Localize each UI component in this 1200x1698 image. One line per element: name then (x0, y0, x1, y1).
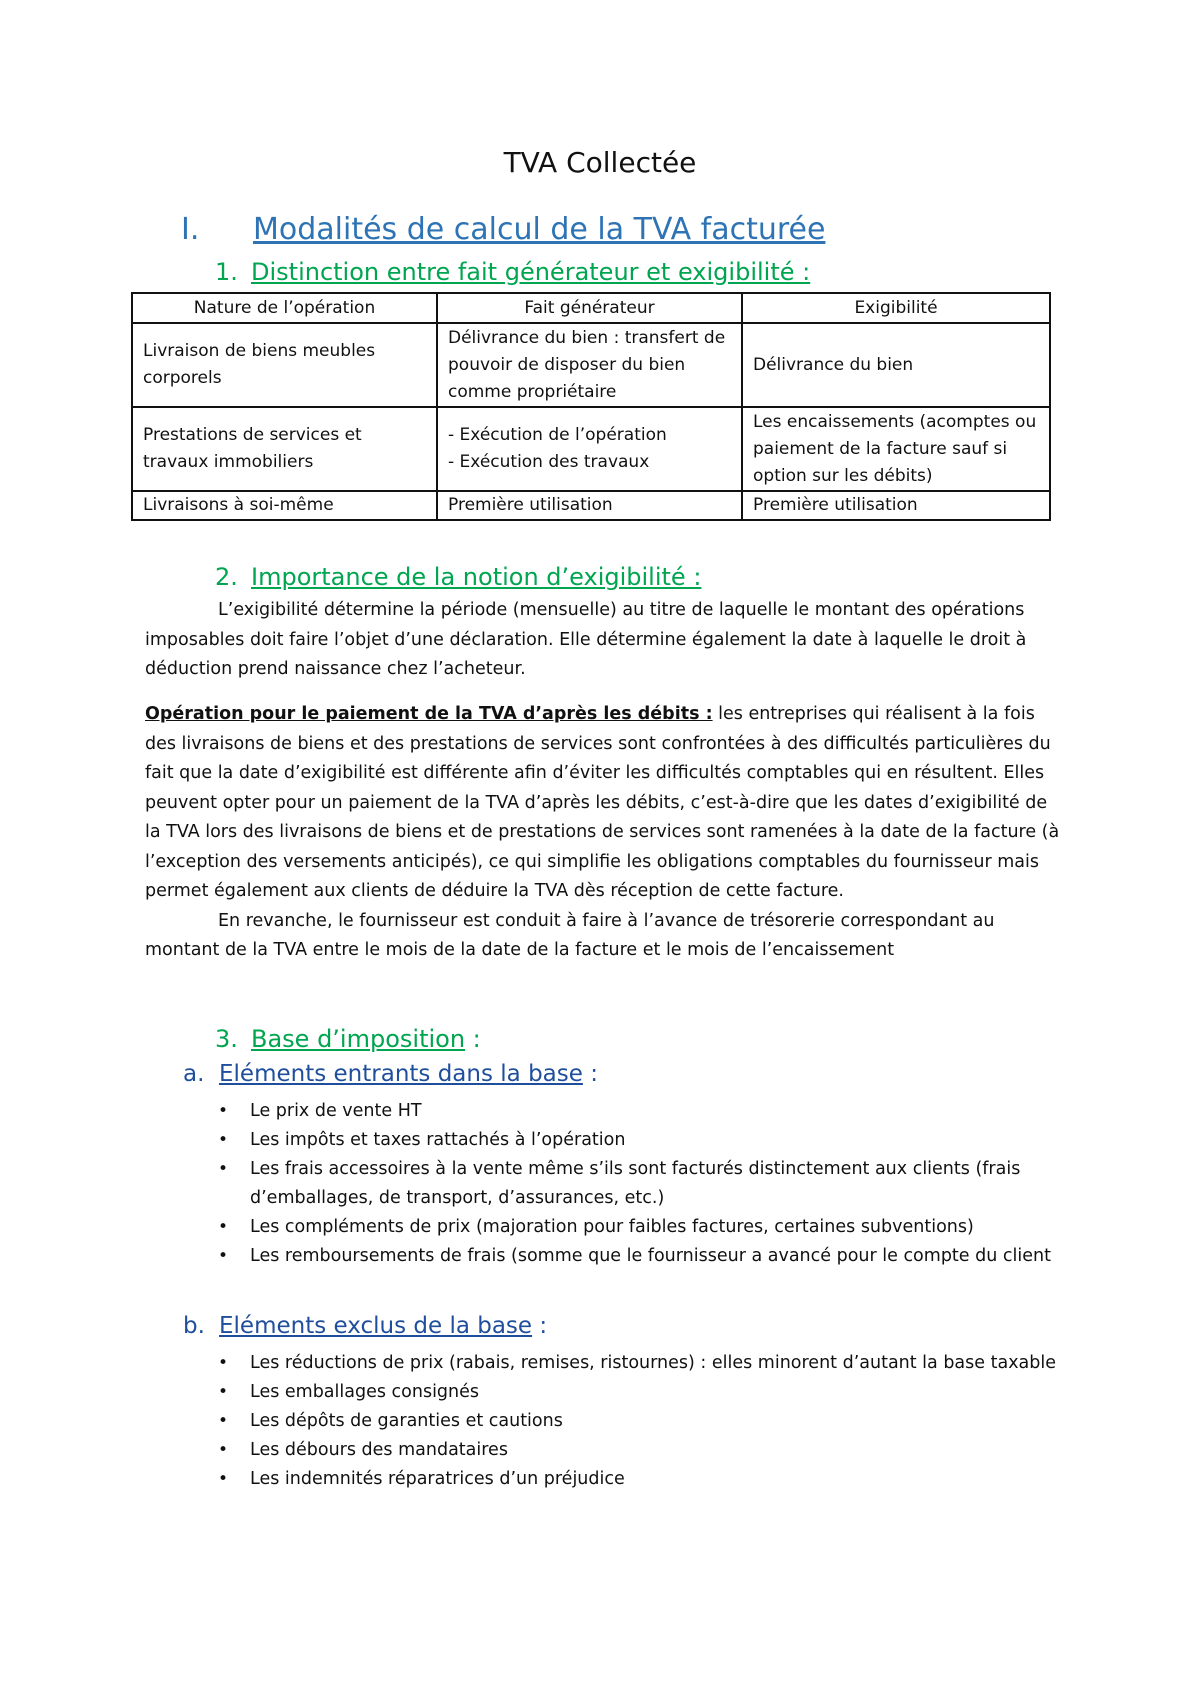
subsection-heading-1 (215, 258, 810, 286)
table-cell: - Exécution de l’opération - Exécution des travaux (437, 407, 742, 491)
option-label: Opération pour le paiement de la TVA d’après les débits : (145, 704, 713, 724)
list-item: • Les indemnités réparatrices d’un préjudice (218, 1465, 1058, 1494)
table-cell: Délivrance du bien : transfert de pouvoir de disposer du bien comme propriétaire (437, 323, 742, 407)
subsection-title: Importance de la notion d’exigibilité : (251, 563, 702, 591)
subsection-number: 1. (215, 258, 238, 286)
sub-subsection-heading-a (183, 1061, 598, 1087)
exigibilite-paragraph (145, 596, 1063, 685)
sub-subsection-letter: b. (183, 1313, 205, 1339)
list-item: • Les emballages consignés (218, 1378, 1058, 1407)
subsection-heading-2 (215, 563, 701, 591)
list-item: • Le prix de vente HT (218, 1097, 1058, 1126)
revanche-text: En revanche, le fournisseur est conduit à faire à l’avance de trésorerie correspondant au montant de la TVA entre le mois de la date de la facture et le mois de l’encaissement (145, 910, 995, 960)
subsection-number: 3. (215, 1025, 238, 1053)
subsection-title: Base d’imposition (251, 1025, 466, 1053)
list-item: • Les réductions de prix (rabais, remises, ristournes) : elles minorent d’autant la base taxable (218, 1349, 1058, 1378)
subsection-heading-3 (215, 1025, 481, 1053)
table-cell: Livraisons à soi-même (132, 491, 437, 520)
subsection-suffix: : (465, 1025, 481, 1053)
operations-table (131, 292, 1051, 521)
sub-subsection-heading-b (183, 1313, 547, 1339)
subsection-title: Distinction entre fait générateur et exigibilité : (251, 258, 811, 286)
table-header-row (132, 293, 1050, 323)
paragraph-text: L’exigibilité détermine la période (mensuelle) au titre de laquelle le montant des opérations imposables doit faire l’objet d’une déclaration. Elle détermine également la date à laquelle le droit à déduction prend naissance chez l’acheteur. (145, 600, 1027, 679)
table-cell: Première utilisation (742, 491, 1050, 520)
table-cell: Livraison de biens meubles corporels (132, 323, 437, 407)
table-header-cell: Exigibilité (742, 293, 1050, 323)
sub-subsection-title: Eléments exclus de la base (219, 1313, 533, 1339)
list-item: • Les compléments de prix (majoration pour faibles factures, certaines subventions) (218, 1213, 1058, 1242)
table-row (132, 407, 1050, 491)
table-cell: Première utilisation (437, 491, 742, 520)
list-item: • Les débours des mandataires (218, 1436, 1058, 1465)
sub-subsection-letter: a. (183, 1061, 205, 1087)
sub-subsection-suffix: : (582, 1061, 598, 1087)
section-heading-1 (181, 212, 825, 247)
sub-subsection-title: Eléments entrants dans la base (219, 1061, 583, 1087)
debits-option-paragraph (145, 700, 1063, 966)
table-header-cell: Nature de l’opération (132, 293, 437, 323)
section-title: Modalités de calcul de la TVA facturée (253, 212, 826, 247)
excluded-elements-list (218, 1349, 1058, 1494)
table-cell: Prestations de services et travaux immobiliers (132, 407, 437, 491)
included-elements-list (218, 1097, 1058, 1271)
table-cell: Délivrance du bien (742, 323, 1050, 407)
list-item: • Les frais accessoires à la vente même s’ils sont facturés distinctement aux clients (frais d’emballages, de transport, d’assurances, etc.) (218, 1155, 1058, 1213)
section-number: I. (181, 212, 200, 247)
table-row (132, 323, 1050, 407)
subsection-number: 2. (215, 563, 238, 591)
sub-subsection-suffix: : (532, 1313, 548, 1339)
table-cell: Les encaissements (acomptes ou paiement de la facture sauf si option sur les débits) (742, 407, 1050, 491)
page-title: TVA Collectée (503, 146, 697, 179)
list-item: • Les remboursements de frais (somme que le fournisseur a avancé pour le compte du client (218, 1242, 1058, 1271)
list-item: • Les impôts et taxes rattachés à l’opération (218, 1126, 1058, 1155)
table-header-cell: Fait générateur (437, 293, 742, 323)
option-text: les entreprises qui réalisent à la fois des livraisons de biens et des prestations de services sont confrontées à des difficultés particulières du fait que la date d’exigibilité est différente afin d’éviter les difficultés comptables qui en résultent. Elles peuvent opter pour un paiement de la TVA d’après les débits, c’est-à-dire que les dates d’exigibilité de la TVA lors des livraisons de biens et de prestations de services sont ramenées à la date de la facture (à l’exception des versements anticipés), ce qui simplifie les obligations comptables du fournisseur mais permet également aux clients de déduire la TVA dès réception de cette facture. (145, 704, 1060, 901)
table-row (132, 491, 1050, 520)
list-item: • Les dépôts de garanties et cautions (218, 1407, 1058, 1436)
